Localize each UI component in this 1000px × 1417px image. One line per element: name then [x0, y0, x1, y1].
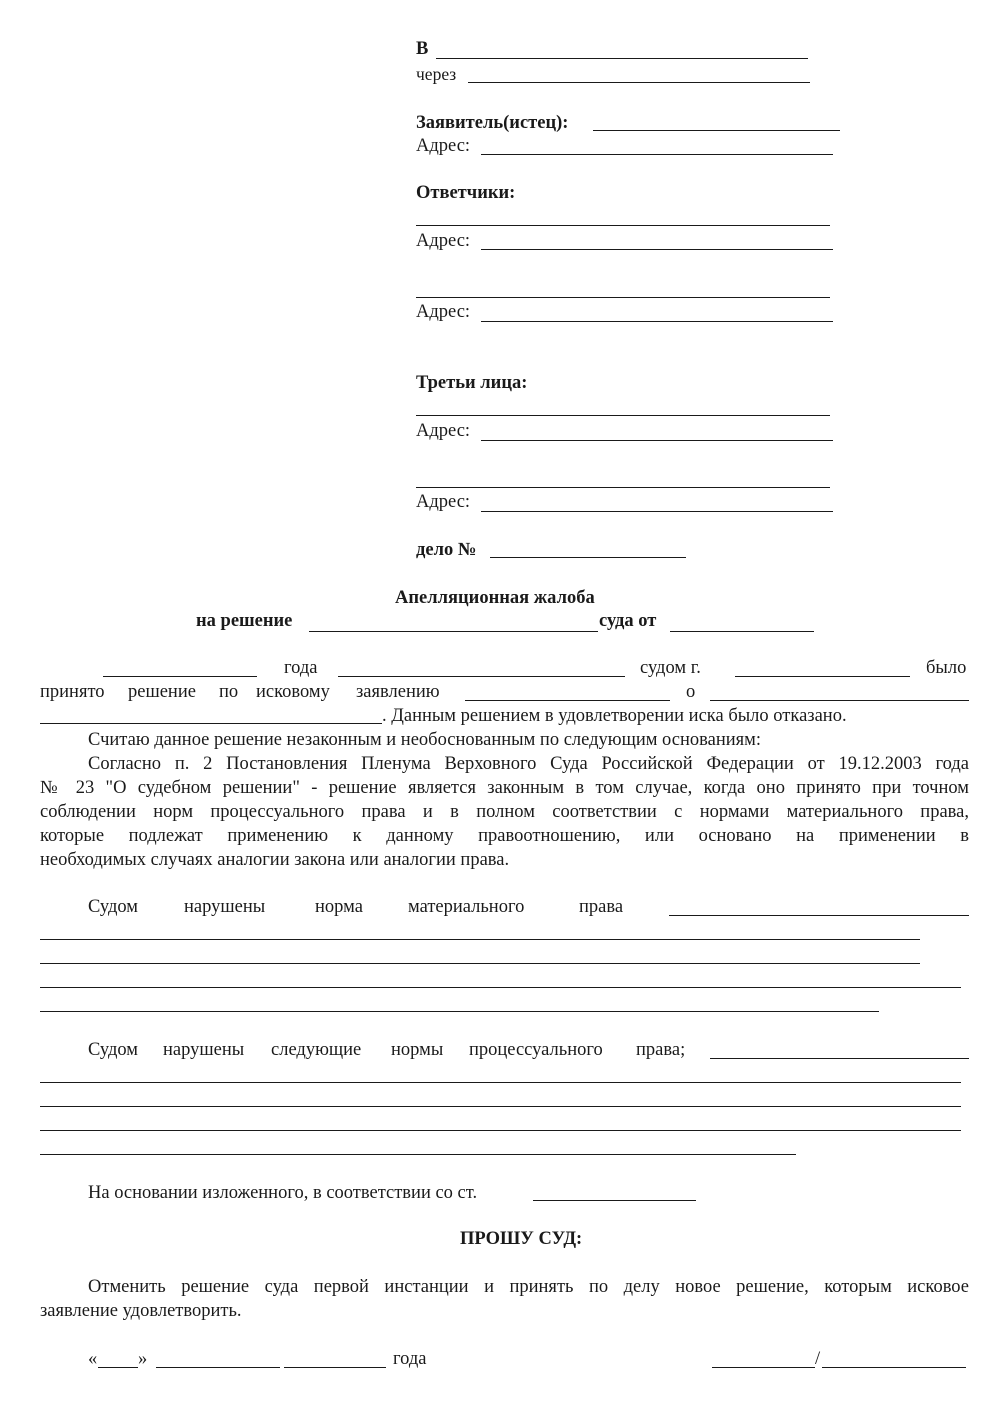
line2-word-3: по — [219, 682, 239, 702]
via-field[interactable] — [468, 82, 810, 83]
based-on-text: На основании изложенного, в соответствии со ст. — [88, 1183, 478, 1203]
defendant-1-field[interactable] — [416, 225, 830, 226]
plenum-line-3: соблюдении норм процессуального права и в полном соответствии с нормами материального права, — [40, 802, 969, 822]
title-decision-prefix: на решение — [196, 611, 293, 631]
case-number-field[interactable] — [490, 557, 686, 558]
request-heading: ПРОШУ СУД: — [460, 1229, 583, 1249]
plenum-line-1: Согласно п. 2 Постановления Пленума Верховного Суда Российской Федерации от 19.12.2003 года — [88, 754, 969, 774]
request-line-2: заявление удовлетворить. — [40, 1301, 242, 1321]
procedural-word-6: права; — [636, 1040, 686, 1060]
signature-name-field[interactable] — [822, 1367, 966, 1368]
defendant-1-address-field[interactable] — [481, 249, 833, 250]
material-word-3: норма — [315, 897, 363, 917]
procedural-word-1: Судом — [88, 1040, 138, 1060]
request-line-1: Отменить решение суда первой инстанции и принять по делу новое решение, которым исковое — [88, 1277, 969, 1297]
defendant-2-field[interactable] — [416, 297, 830, 298]
decision-rejected-text: . Данным решением в удовлетворении иска было отказано. — [382, 706, 847, 726]
procedural-law-field-3[interactable] — [40, 1106, 961, 1107]
defendant-2-address-label: Адрес: — [416, 302, 471, 322]
quote-close: » — [138, 1349, 148, 1369]
addressee-label: В — [416, 39, 429, 59]
article-number-field[interactable] — [533, 1200, 696, 1201]
applicant-address-field[interactable] — [481, 154, 833, 155]
court-city-field[interactable] — [735, 676, 910, 677]
grounds-paragraph: Считаю данное решение незаконным и необоснованным по следующим основаниям: — [88, 730, 761, 750]
defendant-2-address-field[interactable] — [481, 321, 833, 322]
material-law-field-2[interactable] — [40, 939, 920, 940]
signature-field[interactable] — [712, 1367, 815, 1368]
material-word-1: Судом — [88, 897, 138, 917]
case-number-label: дело № — [416, 540, 477, 560]
footer-year-word: года — [393, 1349, 427, 1369]
claim-subject-field[interactable] — [710, 700, 969, 701]
signature-slash: / — [815, 1349, 821, 1369]
defendant-1-address-label: Адрес: — [416, 231, 471, 251]
procedural-law-field-2[interactable] — [40, 1082, 961, 1083]
month-field[interactable] — [156, 1367, 280, 1368]
material-word-2: нарушены — [184, 897, 266, 917]
material-law-field-3[interactable] — [40, 963, 920, 964]
line2-word-4: исковому — [256, 682, 330, 702]
court-city-label: судом г. — [640, 658, 701, 678]
material-word-5: права — [579, 897, 624, 917]
claim-subject-continued-field[interactable] — [40, 723, 382, 724]
about-word: о — [686, 682, 696, 702]
decision-date-field[interactable] — [103, 676, 257, 677]
applicant-field[interactable] — [593, 130, 840, 131]
via-label: через — [416, 64, 457, 84]
applicant-address-label: Адрес: — [416, 136, 471, 156]
third-party-2-field[interactable] — [416, 487, 830, 488]
line2-word-1: принято — [40, 682, 105, 702]
addressee-court-field[interactable] — [436, 58, 808, 59]
quote-open: « — [88, 1349, 98, 1369]
third-parties-label: Третьи лица: — [416, 373, 528, 393]
title-court-name-field[interactable] — [309, 631, 598, 632]
applicant-label: Заявитель(истец): — [416, 113, 569, 133]
third-party-1-address-label: Адрес: — [416, 421, 471, 441]
procedural-law-field-5[interactable] — [40, 1154, 796, 1155]
title-court-from-label: суда от — [599, 611, 657, 631]
material-law-field-1[interactable] — [669, 915, 969, 916]
plenum-line-5: необходимых случаях аналогии закона или аналогии права. — [40, 850, 510, 870]
defendants-label: Ответчики: — [416, 183, 516, 203]
year-field[interactable] — [284, 1367, 386, 1368]
line2-word-2: решение — [128, 682, 196, 702]
third-party-1-field[interactable] — [416, 415, 830, 416]
plenum-line-2: № 23 "О судебном решении" - решение является законным в том случае, когда оно принято при точном — [40, 778, 969, 798]
procedural-word-3: следующие — [271, 1040, 362, 1060]
procedural-word-5: процессуального — [469, 1040, 603, 1060]
material-law-field-5[interactable] — [40, 1011, 879, 1012]
procedural-word-4: нормы — [391, 1040, 444, 1060]
procedural-law-field-1[interactable] — [710, 1058, 969, 1059]
plenum-line-4: которые подлежат применению к данному правоотношению, или основано на применении в — [40, 826, 969, 846]
year-word: года — [284, 658, 318, 678]
decision-court-field[interactable] — [338, 676, 625, 677]
procedural-word-2: нарушены — [163, 1040, 245, 1060]
third-party-2-address-field[interactable] — [481, 511, 833, 512]
line2-word-5: заявлению — [356, 682, 440, 702]
document-title: Апелляционная жалоба — [395, 588, 595, 608]
procedural-law-field-4[interactable] — [40, 1130, 961, 1131]
third-party-1-address-field[interactable] — [481, 440, 833, 441]
title-date-field[interactable] — [670, 631, 814, 632]
claim-party-field[interactable] — [465, 700, 670, 701]
day-field[interactable] — [98, 1367, 138, 1368]
material-law-field-4[interactable] — [40, 987, 961, 988]
was-word: было — [926, 658, 967, 678]
material-word-4: материального — [408, 897, 525, 917]
third-party-2-address-label: Адрес: — [416, 492, 471, 512]
